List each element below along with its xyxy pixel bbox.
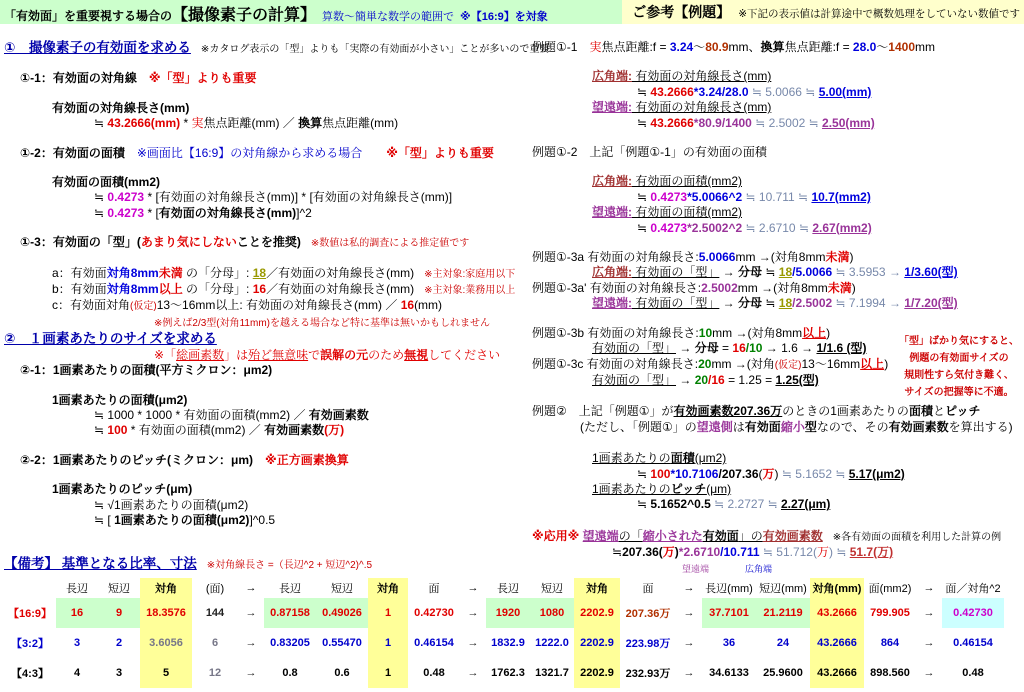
table-cell: 43.2666: [810, 628, 864, 658]
text-line: 望遠端 広角端: [682, 563, 773, 574]
text-line: [4, 252, 530, 266]
table-cell: 【3:2】: [11, 638, 49, 651]
reference-band: [622, 0, 1024, 24]
text-line: [4, 57, 530, 71]
text-line: [4, 87, 530, 101]
table-cell: 18.3576: [140, 598, 192, 628]
table-cell: 25.9600: [763, 667, 803, 680]
table-cell: 898.560: [870, 667, 910, 680]
table-cell: 24: [776, 637, 790, 650]
table-row: [4, 658, 1004, 688]
table-cell: →: [923, 667, 935, 680]
table-header-cell: 短辺: [541, 583, 563, 596]
table-cell: 12: [208, 667, 222, 680]
table-cell: 0.6: [334, 667, 350, 680]
table-cell: 864: [880, 637, 900, 650]
text-line: ≒207.36(万)*2.6710/10.711 ≒ 51.712(万) ≒ 51.7(万): [612, 545, 894, 560]
text-line: ②-2：1画素あたりのピッチ(ミクロン：μm) ※正方画素換算: [20, 452, 349, 467]
table-header-cell: 面: [642, 583, 654, 596]
table-cell: 0.42730: [942, 598, 1004, 628]
table-cell: 21.2119: [756, 598, 810, 628]
table-cell: 207.36万: [625, 608, 671, 621]
remarks-section: [4, 556, 1022, 688]
table-cell: 36: [722, 637, 736, 650]
table-cell: 0.42730: [414, 607, 454, 620]
text-line: ≒ 43.2666(mm) * 実焦点距離(mm) ／ 換算焦点距離(mm): [94, 116, 399, 131]
table-cell: →: [467, 607, 479, 620]
text-line: 例題①-3a 有効面の対角線長さ:5.0066mm →(対角8mm未満): [532, 250, 854, 265]
table-cell: 232.93万: [625, 668, 671, 681]
table-cell: 2202.9: [574, 628, 620, 658]
text-line: [532, 55, 1022, 69]
text-line: 広角端: 有効面の面積(mm2): [592, 174, 742, 189]
table-header-cell: 対角: [574, 578, 620, 598]
table-header-cell: [4, 578, 56, 598]
title-note-target: ※【16:9】を対象: [460, 11, 548, 23]
table-cell: →: [467, 637, 479, 650]
text-line: [532, 236, 1022, 250]
table-header-cell: →: [683, 582, 695, 595]
text-line: 例題② 上記「例題①」が有効画素数207.36万のときの1画素あたりの面積とピッチ: [532, 404, 981, 419]
text-line: ≒ 0.4273*5.0066^2 ≒ 10.711 ≒ 10.7(mm2): [637, 189, 871, 204]
text-line: ≒ 100 * 有効面の面積(mm2) ／ 有効画素数(万): [94, 423, 345, 438]
text-line: ≒ 1000 * 1000 * 有効面の面積(mm2) ／ 有効画素数: [94, 407, 369, 422]
text-line: ※「総画素数」は殆ど無意味で誤解の元のため無視してください: [154, 347, 501, 362]
table-cell: 0.8: [282, 667, 298, 680]
text-line: ① 撮像素子の有効面を求める ※カタログ表示の「型」よりも「実際の有効面が小さい」ことが多いので重要: [4, 40, 550, 55]
table-row: [4, 598, 1004, 628]
text-line: ①-2：有効面の面積 ※画面比【16:9】の対角線から求める場合 ※「型」よりも重要: [20, 145, 494, 160]
table-cell: 0.83205: [270, 637, 310, 650]
text-line: a：有効面対角8mm未満 の「分母」: 18／有効面の対角線長さ(mm) ※主対象:家庭用以下: [52, 265, 516, 280]
table-header-cell: 対角: [140, 578, 192, 598]
table-header-cell: 対角: [368, 578, 408, 598]
table-cell: 6: [211, 637, 219, 650]
table-cell: 2202.9: [574, 598, 620, 628]
table-cell: →: [683, 607, 695, 620]
type-warning-line: 規則性すら気付き難く、: [904, 370, 1014, 381]
remarks-heading: 【備考】 基準となる比率、寸法: [4, 556, 197, 571]
table-cell: 1321.7: [535, 667, 569, 680]
table-cell: →: [683, 637, 695, 650]
text-line: ≒ [ 1画素あたりの面積(μm2)]^0.5: [94, 512, 276, 527]
text-line: ② １画素あたりのサイズを求める: [4, 331, 217, 347]
text-line: ※応用※ 望遠端の「縮小された有効面」の有効画素数 ※各有効面の面積を利用した計算の例: [532, 528, 1002, 543]
text-line: 有効面の「型」 → 分母 = 16/10 → 1.6 → 1/1.6 (型): [592, 341, 867, 356]
table-row: [4, 628, 1004, 658]
text-line: ≒ 0.4273 * [有効面の対角線長さ(mm)] * [有効面の対角線長さ(mm)]: [94, 190, 453, 205]
text-line: 1画素あたりのピッチ(μm): [592, 481, 732, 496]
text-line: [4, 439, 530, 453]
table-header-cell: →: [923, 582, 935, 595]
table-cell: 799.905: [870, 607, 910, 620]
table-cell: →: [683, 667, 695, 680]
text-line: ≒ √1画素あたりの面積(μm2): [94, 497, 249, 512]
text-line: 有効面の「型」 → 20/16 = 1.25 = 1.25(型): [592, 372, 819, 387]
aspect-ratio-table: [4, 578, 1004, 688]
text-line: 広角端: 有効面の「型」 → 分母 ≒ 18/5.0066 ≒ 3.5953 → 1/3.60(型): [592, 265, 958, 280]
table-cell: 3: [73, 637, 81, 650]
table-cell: 0.46154: [414, 637, 454, 650]
table-cell: 16: [56, 598, 98, 628]
text-line: 例題①-2 上記「例題①-1」の有効面の面積: [532, 145, 767, 160]
table-header-cell: →: [467, 582, 479, 595]
table-header-cell: 対角(mm): [810, 578, 864, 598]
table-cell: 3: [115, 667, 123, 680]
type-warning-line: サイズの把握等に不適。: [904, 387, 1014, 398]
text-line: [532, 513, 1022, 529]
text-line: 有効面の対角線長さ(mm): [52, 100, 190, 115]
examples-column: [532, 40, 1022, 577]
table-header-cell: 面: [428, 583, 440, 596]
table-cell: →: [923, 637, 935, 650]
table-cell: 0.49026: [316, 598, 368, 628]
reference-note: ※下記の表示値は計算途中で概数処理をしていない数値です: [738, 8, 1020, 20]
table-cell: 0.48: [423, 667, 445, 680]
table-cell: 1: [368, 598, 408, 628]
table-cell: 223.98万: [625, 638, 671, 651]
table-header-cell: →: [245, 582, 257, 595]
table-header-cell: 短辺(mm): [759, 583, 807, 596]
remarks-note: ※対角線長さ =（長辺^2 + 短辺^2)^.5: [196, 560, 373, 571]
text-line: [532, 312, 1022, 326]
text-line: [532, 160, 1022, 174]
table-cell: 1762.3: [491, 667, 525, 680]
table-header-cell: 短辺: [331, 583, 353, 596]
title-left-band: [0, 0, 622, 24]
table-cell: →: [245, 637, 257, 650]
title-bar: [0, 0, 1024, 24]
type-warning-line: 「型」ばかり気にすると、: [899, 336, 1019, 347]
page-title: 【撮像素子の計算】: [172, 7, 317, 24]
text-line: [4, 161, 530, 175]
text-line: ②-1：1画素あたりの面積(平方ミクロン：μm2): [20, 363, 273, 378]
table-cell: 0.55470: [322, 637, 362, 650]
text-line: 望遠端: 有効面の「型」 → 分母 ≒ 18/2.5002 ≒ 7.1994 → 1/7.20(型): [592, 296, 958, 311]
text-line: ≒ 0.4273 * [有効面の対角線長さ(mm)]^2: [94, 205, 312, 220]
text-line: ≒ 100*10.7106/207.36(万) ≒ 5.1652 ≒ 5.17(μm2): [637, 466, 905, 481]
text-line: 1画素あたりの面積(μm2): [592, 451, 727, 466]
table-cell: 1832.9: [491, 637, 525, 650]
text-line: 1画素あたりのピッチ(μm): [52, 482, 193, 497]
table-cell: →: [245, 607, 257, 620]
text-line: [532, 435, 1022, 451]
table-cell: →: [467, 667, 479, 680]
reference-title: ご参考【例題】: [632, 4, 731, 20]
table-cell: 5: [140, 658, 192, 688]
table-header-cell: 長辺(mm): [705, 583, 753, 596]
table-header-row: [4, 578, 1004, 598]
table-cell: 144: [205, 607, 225, 620]
table-cell: 4: [73, 667, 81, 680]
table-cell: 34.6133: [709, 667, 749, 680]
text-line: 望遠端: 有効面の面積(mm2): [592, 205, 742, 220]
table-cell: 2202.9: [574, 658, 620, 688]
table-header-cell: 長辺: [279, 583, 301, 596]
table-cell: 1: [368, 658, 408, 688]
table-header-cell: (面): [205, 583, 225, 596]
text-line: [532, 131, 1022, 145]
table-cell: 0.87158: [264, 598, 316, 628]
table-cell: 1920: [486, 598, 530, 628]
text-line: c：有効面対角(仮定)13～16mm以上: 有効面の対角線長さ(mm) ／ 16(mm): [52, 298, 443, 313]
title-note-scope: 算数～簡単な数学の範囲で: [322, 11, 455, 23]
text-line: 広角端: 有効面の対角線長さ(mm): [592, 69, 772, 84]
table-cell: 2: [115, 637, 123, 650]
text-line: 例題①-3a' 有効面の対角線長さ:2.5002mm →(対角8mm未満): [532, 280, 856, 295]
table-cell: 37.7101: [702, 598, 756, 628]
table-cell: 1: [368, 628, 408, 658]
table-cell: 43.2666: [810, 658, 864, 688]
text-line: ①-1：有効面の対角線 ※「型」よりも重要: [20, 71, 257, 86]
table-header-cell: 長辺: [497, 583, 519, 596]
table-cell: 1222.0: [535, 637, 569, 650]
table-header-cell: 短辺: [108, 583, 130, 596]
text-line: ≒ 5.1652^0.5 ≒ 2.2727 ≒ 2.27(μm): [637, 497, 831, 512]
type-warning-note: [896, 333, 1022, 401]
text-line: 例題①-3c 有効面の対角線長さ:20mm →(対角(仮定)13～16mm以上): [532, 356, 889, 371]
text-line: b：有効面対角8mm以上 の「分母」: 16／有効面の対角線長さ(mm) ※主対象:業務用以上: [52, 282, 516, 297]
text-line: [4, 379, 530, 393]
table-cell: 0.46154: [953, 637, 993, 650]
title-prefix: 「有効面」を重要視する場合の: [4, 9, 173, 23]
table-cell: 43.2666: [810, 598, 864, 628]
type-warning-line: 例題の有効面サイズの: [909, 353, 1009, 364]
text-line: [4, 221, 530, 235]
text-line: 1画素あたりの面積(μm2): [52, 392, 188, 407]
text-line: 例題①-3b 有効面の対角線長さ:10mm →(対角8mm以上): [532, 325, 831, 340]
table-header-cell: 面(mm2): [868, 583, 912, 596]
text-line: ≒ 0.4273*2.5002^2 ≒ 2.6710 ≒ 2.67(mm2): [637, 220, 872, 235]
table-header-cell: 面／対角^2: [945, 583, 1001, 596]
table-cell: 【4:3】: [11, 668, 49, 681]
text-line: [4, 132, 530, 146]
table-cell: 9: [98, 598, 140, 628]
table-header-cell: 長辺: [66, 583, 88, 596]
text-line: ※例えば2/3型(対角11mm)を越える場合など特に基準は無いかもしれません: [154, 317, 490, 329]
text-line: ①-3：有効面の「型」(あまり気にしないことを推奨) ※数値は私的調査による推定値です: [20, 235, 470, 250]
table-cell: 0.48: [962, 667, 984, 680]
text-line: ≒ 43.2666*80.9/1400 ≒ 2.5002 ≒ 2.50(mm): [637, 115, 875, 130]
text-line: ≒ 43.2666*3.24/28.0 ≒ 5.0066 ≒ 5.00(mm): [637, 84, 872, 99]
text-line: (ただし、「例題①」の望遠側は有効面縮小型なので、その有効画素数を算出する): [580, 419, 1013, 434]
table-cell: 3.6056: [140, 628, 192, 658]
table-cell: 【16:9】: [7, 608, 53, 621]
text-line: 望遠端: 有効面の対角線長さ(mm): [592, 100, 772, 115]
text-line: [4, 468, 530, 482]
text-line: 有効面の面積(mm2): [52, 175, 161, 190]
formula-column: [4, 40, 550, 528]
table-cell: →: [923, 607, 935, 620]
table-cell: →: [245, 667, 257, 680]
table-cell: 1080: [530, 598, 574, 628]
text-line: 例題①-1 実焦点距離:f = 3.24～80.9mm、換算焦点距離:f = 28.0～1400mm: [532, 40, 935, 54]
